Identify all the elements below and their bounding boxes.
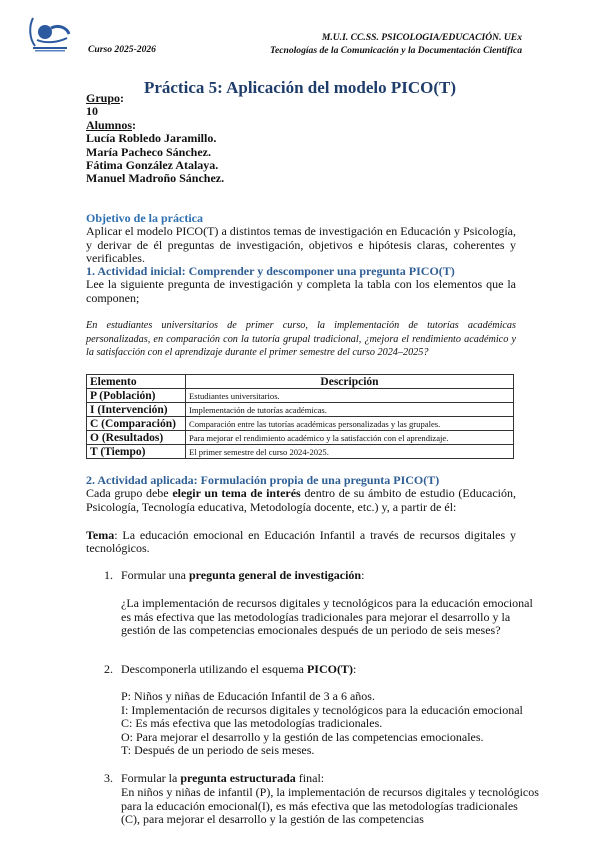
topic-label: Tema [86, 528, 115, 542]
table-row [87, 403, 514, 417]
list-item: 2. Descomponerla utilizando el esquema PICO(T): [104, 662, 357, 676]
general-question-answer: ¿La implementación de recursos digitales y tecnológicos para la educación emocional es más efectiva que las metodologías tradicionales para mejorar el desarrollo y la gestión de las competencias emocionales después de un periodo de seis meses? [121, 596, 533, 638]
table-header-row [87, 375, 514, 389]
table-cell: Implementación de tutorías académicas. [186, 403, 514, 417]
topic-paragraph [86, 529, 516, 556]
group-label: Grupo [86, 91, 121, 105]
header-master: M.U.I. CC.SS. PSICOLOGIA/EDUCACIÓN. UEx [321, 32, 522, 43]
objective-title: Objetivo de la práctica [86, 211, 203, 225]
activity1-intro: Lee la siguiente pregunta de investigación y completa la tabla con los elementos que la componen; [86, 277, 516, 305]
pico-line: P: Niños y niñas de Educación Infantil de 3 a 6 años. [121, 689, 375, 703]
table-header: Descripción [186, 375, 514, 389]
list-item: 3. Formular la pregunta estructurada final: [104, 771, 325, 785]
group-number: 10 [86, 104, 98, 119]
structured-question-answer: En niños y niñas de infantil (P), la implementación de recursos digitales y tecnológicos para la educación emocional(I), es más efectiva que las metodologías tradicionales (C), para mejorar el desarrollo y la gestión de las competencias [121, 785, 539, 827]
list-item: 1. Formular una pregunta general de investigación: [104, 568, 365, 582]
student-name: Fátima González Atalaya. [86, 158, 219, 173]
table-cell: Para mejorar el rendimiento académico y la satisfacción con el aprendizaje. [186, 431, 514, 445]
pico-line: O: Para mejorar el desarrollo y la gestión de las competencias emocionales. [121, 729, 484, 744]
pico-line: C: Es más efectiva que las metodologías tradicionales. [121, 716, 383, 731]
research-question: En estudiantes universitarios de primer curso, la implementación de tutorías académicas personalizadas, en comparación con la tutoría grupal tradicional, ¿mejora el rendimiento académico y la satisfacción con el aprendizaje durante el primer semestre del curso 2024–2025? [86, 320, 516, 359]
header-info [270, 31, 522, 57]
table-cell: P (Población) [87, 389, 186, 403]
pico-breakdown [121, 690, 539, 758]
table-header: Elemento [87, 375, 186, 389]
pico-line: T: Después de un periodo de seis meses. [121, 743, 315, 758]
student-name: Manuel Madroño Sánchez. [86, 171, 225, 186]
table-row [87, 389, 514, 403]
header-course: Curso 2025-2026 [88, 44, 156, 55]
table-cell: T (Tiempo) [87, 445, 186, 459]
pico-line: I: Implementación de recursos digitales y tecnológicos para la educación emocional [121, 702, 523, 717]
activity1-title: 1. Actividad inicial: Comprender y descomponer una pregunta PICO(T) [86, 264, 455, 278]
student-name: Lucía Robledo Jaramillo. [86, 131, 217, 146]
table-cell: O (Resultados) [87, 431, 186, 445]
university-logo-icon [27, 14, 71, 54]
student-name: María Pacheco Sánchez. [86, 144, 211, 159]
activity2-intro: Cada grupo debe elegir un tema de interés dentro de su ámbito de estudio (Educación, Psicología, Tecnología educativa, Metodología docente, etc.) y, a partir de él: [86, 486, 517, 514]
table-cell: Comparación entre las tutorías académicas personalizadas y las grupales. [186, 417, 514, 431]
table-row [87, 445, 514, 459]
activity1-block [86, 265, 516, 305]
objective-block [86, 212, 516, 266]
page-title: Práctica 5: Aplicación del modelo PICO(T) [143, 78, 457, 97]
table-cell: I (Intervención) [87, 403, 186, 417]
table-cell: C (Comparación) [87, 417, 186, 431]
group-block: Grupo: 10 Alumnos: Lucía Robledo Jaramillo. María Pacheco Sánchez. Fátima González Atalaya. Manuel Madroño Sánchez. [86, 92, 516, 186]
table-cell: Estudiantes universitarios. [186, 389, 514, 403]
students-label: Alumnos [86, 117, 133, 132]
pico-table [86, 374, 514, 459]
activity2-block [86, 474, 516, 514]
table-row [87, 417, 514, 431]
topic-text: : La educación emocional en Educación Infantil a través de recursos digitales y tecnológicos. [86, 528, 516, 556]
table-cell: El primer semestre del curso 2024-2025. [186, 445, 514, 459]
table-row [87, 431, 514, 445]
objective-text: Aplicar el modelo PICO(T) a distintos temas de investigación en Educación y Psicología, y derivar de él preguntas de investigación, objetivos e hipótesis claras, coherentes y verificables. [86, 224, 516, 266]
activity2-title: 2. Actividad aplicada: Formulación propia de una pregunta PICO(T) [86, 473, 440, 487]
header-subject: Tecnologías de la Comunicación y la Documentación Científica [269, 45, 522, 56]
